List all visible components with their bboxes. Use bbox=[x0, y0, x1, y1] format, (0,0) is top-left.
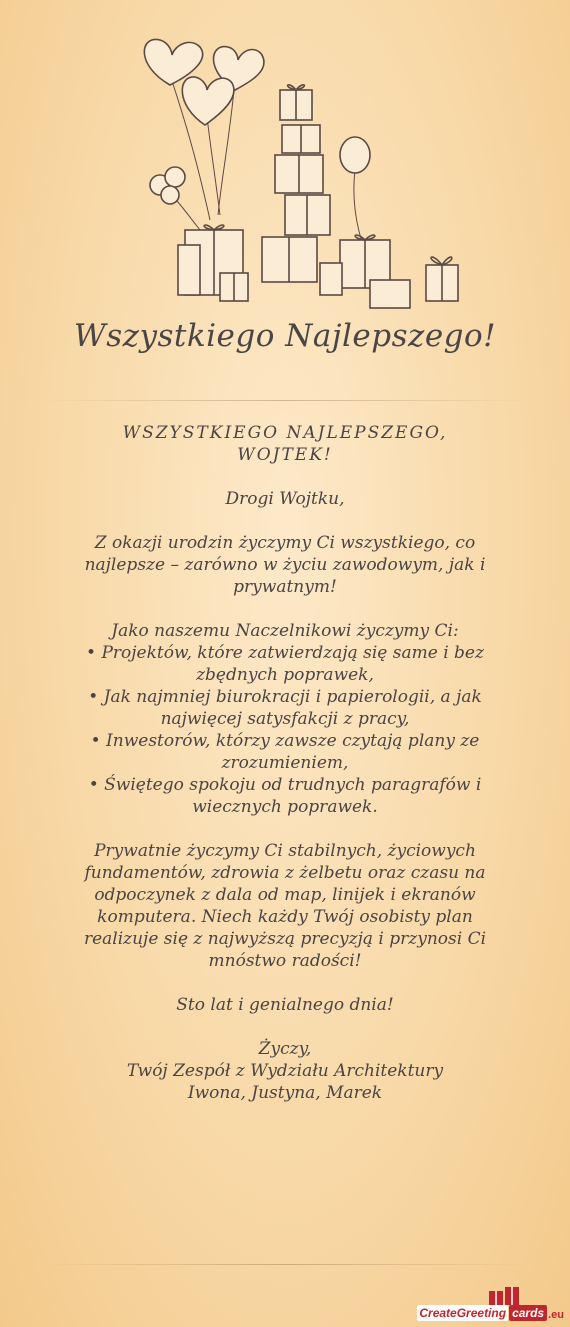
message-line: WOJTEK! bbox=[237, 445, 333, 465]
line-gap bbox=[30, 598, 540, 620]
message-line: • Świętego spokoju od trudnych paragrafów i bbox=[88, 775, 482, 795]
message-line: • Jak najmniej biurokracji i papierologii, a jak bbox=[88, 687, 482, 707]
message-line: • Projektów, które zatwierdzają się same i bez bbox=[86, 643, 484, 663]
message-line: realizuje się z najwyższą precyzją i przynosi Ci bbox=[83, 929, 487, 949]
logo-suffix: .eu bbox=[548, 1309, 564, 1321]
line-gap bbox=[30, 972, 540, 994]
message-line: Twój Zespół z Wydziału Architektury bbox=[126, 1061, 444, 1081]
message-line: Iwona, Justyna, Marek bbox=[187, 1083, 383, 1103]
message-line: prywatnym! bbox=[233, 577, 337, 597]
top-divider bbox=[40, 400, 530, 401]
line-gap bbox=[30, 466, 540, 488]
message-line: Życzy, bbox=[258, 1039, 312, 1059]
message-line: Drogi Wojtku, bbox=[225, 489, 345, 509]
card-message bbox=[30, 422, 540, 1104]
line-gap bbox=[30, 818, 540, 840]
logo-text: CreateGreeting bbox=[419, 1306, 507, 1320]
message-line: mnóstwo radości! bbox=[208, 951, 362, 971]
site-logo[interactable] bbox=[417, 1305, 564, 1321]
logo-box-text: cards bbox=[509, 1305, 547, 1321]
message-line: wiecznych poprawek. bbox=[192, 797, 378, 817]
balloons-gifts-illustration bbox=[130, 25, 470, 315]
message-line: Jako naszemu Naczelnikowi życzymy Ci: bbox=[111, 621, 459, 641]
message-line: najwięcej satysfakcji z pracy, bbox=[160, 709, 410, 729]
message-line: zrozumieniem, bbox=[221, 753, 349, 773]
message-line: zbędnych poprawek, bbox=[196, 665, 374, 685]
message-line: fundamentów, zdrowia z żelbetu oraz czasu na bbox=[84, 863, 486, 883]
bottom-divider bbox=[40, 1264, 530, 1265]
line-gap bbox=[30, 1016, 540, 1038]
line-gap bbox=[30, 510, 540, 532]
message-line: Sto lat i genialnego dnia! bbox=[176, 995, 394, 1015]
message-line: Prywatnie życzymy Ci stabilnych, życiowych bbox=[94, 841, 476, 861]
message-line: odpoczynek z dala od map, linijek i ekranów bbox=[94, 885, 476, 905]
message-line: Z okazji urodzin życzymy Ci wszystkiego, co bbox=[94, 533, 476, 553]
message-line: komputera. Niech każdy Twój osobisty plan bbox=[97, 907, 473, 927]
message-line: najlepsze – zarówno w życiu zawodowym, jak i bbox=[84, 555, 486, 575]
gift-logo-icon bbox=[487, 1283, 521, 1307]
message-line: WSZYSTKIEGO NAJLEPSZEGO, bbox=[122, 423, 448, 443]
card-title: Wszystkiego Najlepszego! bbox=[73, 318, 497, 354]
message-line: • Inwestorów, którzy zawsze czytają plany ze bbox=[90, 731, 480, 751]
